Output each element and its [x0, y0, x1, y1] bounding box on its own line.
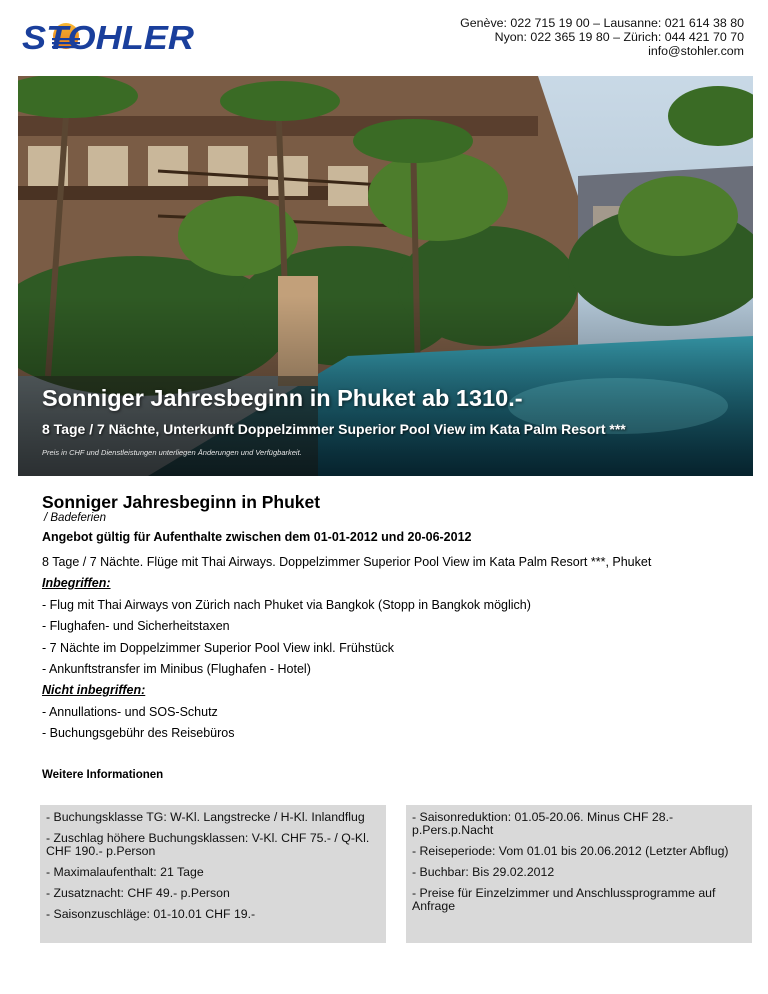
contact-line-1: Genève: 022 715 19 00 – Lausanne: 021 614 38 80: [460, 16, 744, 30]
info-box-left: [40, 805, 386, 943]
excluded-item: - Annullations- und SOS-Schutz: [42, 704, 218, 719]
offer-title: Sonniger Jahresbeginn in Phuket: [42, 492, 321, 512]
info-item: - Reiseperiode: Vom 01.01 bis 20.06.2012 (Letzter Abflug): [412, 844, 729, 858]
included-item: - Flughafen- und Sicherheitstaxen: [42, 619, 230, 633]
info-item: - Zusatznacht: CHF 49.- p.Person: [46, 886, 230, 900]
hero-photo: [18, 76, 753, 476]
logo-text: STOHLER: [22, 19, 194, 56]
info-item: - Buchungsklasse TG: W-Kl. Langstrecke / H-Kl. Inlandflug: [46, 810, 365, 824]
contact-email[interactable]: info@stohler.com: [648, 44, 744, 58]
offer-details: [42, 492, 742, 741]
info-item: - Saisonreduktion: 01.05-20.06. Minus CHF 28.- p.Pers.p.Nacht: [412, 810, 674, 837]
hero-banner: [18, 76, 753, 476]
more-info-heading: Weitere Informationen: [42, 769, 164, 781]
stohler-logo[interactable]: [22, 18, 194, 56]
offer-validity: Angebot gültig für Aufenthalte zwischen dem 01-01-2012 und 20-06-2012: [42, 530, 472, 544]
included-item: - Flug mit Thai Airways von Zürich nach Phuket via Bangkok (Stopp in Bangkok möglich): [42, 597, 531, 612]
info-item: - Zuschlag höhere Buchungsklassen: V-Kl. CHF 75.- / Q-Kl. CHF 190.- p.Person: [46, 831, 370, 858]
info-item: - Maximalaufenthalt: 21 Tage: [46, 865, 204, 879]
contact-info: [460, 16, 744, 58]
info-item: - Saisonzuschläge: 01-10.01 CHF 19.-: [46, 907, 256, 921]
price-disclaimer: Preis in CHF und Dienstleistungen unterliegen Änderungen und Verfügbarkeit.: [42, 448, 302, 457]
included-item: - Ankunftstransfer im Minibus (Flughafen - Hotel): [42, 662, 311, 676]
hero-subtitle: 8 Tage / 7 Nächte, Unterkunft Doppelzimmer Superior Pool View im Kata Palm Resort ***: [42, 421, 626, 437]
contact-line-2: Nyon: 022 365 19 80 – Zürich: 044 421 70 70: [494, 30, 744, 44]
included-item: - 7 Nächte im Doppelzimmer Superior Pool View inkl. Frühstück: [42, 640, 394, 655]
info-item: - Buchbar: Bis 29.02.2012: [412, 865, 555, 879]
excluded-heading: Nicht inbegriffen:: [42, 683, 146, 697]
hero-title: Sonniger Jahresbeginn in Phuket ab 1310.-: [42, 385, 523, 411]
info-box-right: [406, 805, 752, 943]
info-item: - Preise für Einzelzimmer und Anschlussprogramme auf Anfrage: [412, 886, 716, 913]
excluded-item: - Buchungsgebühr des Reisebüros: [42, 726, 235, 740]
offer-category: / Badeferien: [44, 512, 107, 524]
offer-summary: 8 Tage / 7 Nächte. Flüge mit Thai Airways. Doppelzimmer Superior Pool View im Kata Palm Resort ***, Phuket: [42, 555, 652, 569]
included-heading: Inbegriffen:: [42, 576, 111, 590]
